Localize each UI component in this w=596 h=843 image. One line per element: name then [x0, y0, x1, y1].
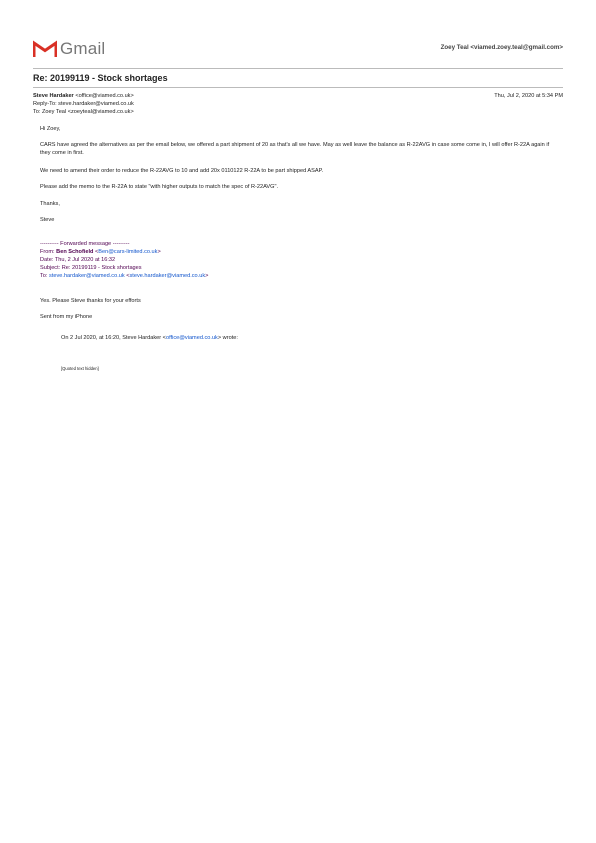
quoted-text-hidden[interactable]: [Quoted text hidden]: [61, 366, 99, 371]
body-paragraph-1: CARS have agreed the alternatives as per the email below, we offered a part shipment of 20 as that's all we have. May as well leave the balance as R-22AVG in case some come in, I will offer R-22A again if they come in first.: [40, 142, 550, 156]
gmail-logo-icon: [33, 40, 57, 58]
greeting: Hi Zoey,: [40, 126, 61, 132]
page-header: [33, 38, 563, 60]
sender-line: [33, 93, 134, 99]
signature: Steve: [40, 217, 55, 223]
body-paragraph-2: We need to amend their order to reduce the R-22AVG to 10 and add 20x 0110122 R-22A to be part shipped ASAP.: [40, 168, 324, 174]
forwarded-from: From: Ben Schofield <Ben@cars-limited.co.uk>: [40, 249, 161, 255]
header-divider: [33, 68, 563, 69]
to-line: To: Zoey Teal <zoeyteal@viamed.co.uk>: [33, 109, 134, 115]
subject-divider: [33, 87, 563, 88]
forwarded-to-email-link[interactable]: steve.hardaker@viamed.co.uk: [49, 273, 125, 279]
sign-off: Thanks,: [40, 201, 60, 207]
body-paragraph-3: Please add the memo to the R-22A to state "with higher outputs to match the spec of R-22AVG".: [40, 184, 279, 190]
account-label: Zoey Teal <viamed.zoey.teal@gmail.com>: [440, 44, 563, 51]
reply-to-line: Reply-To: steve.hardaker@viamed.co.uk: [33, 101, 134, 107]
sender-email: <office@viamed.co.uk>: [75, 93, 134, 99]
reply-line: Yes. Please Steve thanks for your efforts: [40, 298, 141, 304]
reply-signature: Sent from my iPhone: [40, 314, 93, 320]
forwarded-subject: Subject: Re: 20199119 - Stock shortages: [40, 265, 142, 271]
forwarded-to: To: steve.hardaker@viamed.co.uk <steve.hardaker@viamed.co.uk>: [40, 273, 209, 279]
forwarded-header: ---------- Forwarded message ---------: [40, 241, 130, 247]
forwarded-from-name: Ben Schofield: [56, 249, 94, 255]
quote-attribution: On 2 Jul 2020, at 16:20, Steve Hardaker <office@viamed.co.uk> wrote:: [61, 335, 238, 341]
forwarded-to-email-link-2[interactable]: steve.hardaker@viamed.co.uk: [129, 273, 206, 279]
email-subject: Re: 20199119 - Stock shortages: [33, 73, 168, 83]
sender-name: Steve Hardaker: [33, 93, 74, 99]
email-date: Thu, Jul 2, 2020 at 5:34 PM: [494, 93, 563, 99]
forwarded-date: Date: Thu, 2 Jul 2020 at 16:32: [40, 257, 116, 263]
quote-email-link[interactable]: office@viamed.co.uk: [165, 335, 218, 341]
gmail-logo-text: Gmail: [60, 39, 106, 58]
forwarded-from-email-link[interactable]: Ben@cars-limited.co.uk: [98, 249, 158, 255]
